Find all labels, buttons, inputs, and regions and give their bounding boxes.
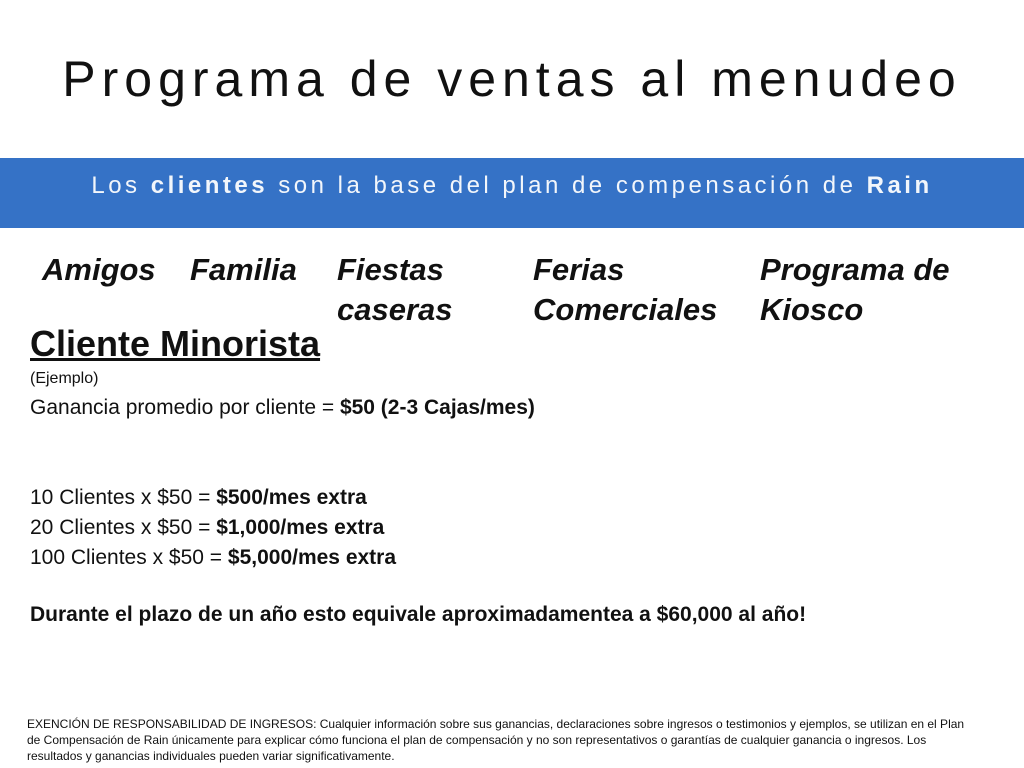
calc-line-100: [30, 546, 396, 570]
channel-line: Programa de: [760, 252, 950, 287]
calc-value: $1,000/mes extra: [216, 516, 385, 539]
average-profit-line: [30, 396, 535, 420]
channel-amigos: [42, 250, 156, 290]
channel-line: Kiosco: [760, 292, 864, 327]
income-disclaimer: EXENCIÓN DE RESPONSABILIDAD DE INGRESOS: Cualquier información sobre sus ganancias, declaraciones sobre ingresos o testimonios y ejemplos, se utilizan en el Plan de Compensación de Rain únicamente para explicar cómo funciona el plan de compensación y no son representativos o garantías de cualquier ganancia o ingresos. Los resultados y ganancias individuales pueden variar significativamente.: [27, 717, 965, 763]
slide-title: Programa de ventas al menudeo: [62, 51, 962, 107]
example-label: (Ejemplo): [30, 370, 99, 387]
banner-text: [0, 172, 1024, 200]
annual-summary: Durante el plazo de un año esto equivale aproximadamentea a $60,000 al año!: [30, 603, 807, 626]
channel-ferias-comerciales: [533, 250, 717, 330]
calc-prefix: 100 Clientes x $50 =: [30, 546, 228, 569]
banner-bold-clientes: clientes: [150, 172, 269, 199]
channel-familia: [190, 250, 297, 290]
average-profit-prefix: Ganancia promedio por cliente =: [30, 396, 340, 419]
channel-line: caseras: [337, 292, 453, 327]
calc-prefix: 20 Clientes x $50 =: [30, 516, 217, 539]
calc-value: $500/mes extra: [216, 486, 367, 509]
channel-line: Comerciales: [533, 292, 718, 327]
average-profit-value: $50 (2-3 Cajas/mes): [339, 396, 535, 419]
calc-value: $5,000/mes extra: [227, 546, 397, 569]
channel-line: Familia: [190, 252, 297, 287]
banner-bold-rain: Rain: [866, 172, 933, 199]
channel-programa-kiosco: [760, 250, 950, 330]
banner-middle: son la base del plan de compensación de: [268, 172, 867, 199]
banner-prefix: Los: [91, 172, 151, 199]
channel-fiestas-caseras: [337, 250, 453, 330]
section-heading: Cliente Minorista: [30, 323, 321, 364]
channel-line: Amigos: [42, 252, 156, 287]
channel-line: Fiestas: [337, 252, 444, 287]
calc-line-10: [30, 486, 367, 510]
calc-line-20: [30, 516, 384, 540]
calc-prefix: 10 Clientes x $50 =: [30, 486, 217, 509]
channel-line: Ferias: [533, 252, 625, 287]
